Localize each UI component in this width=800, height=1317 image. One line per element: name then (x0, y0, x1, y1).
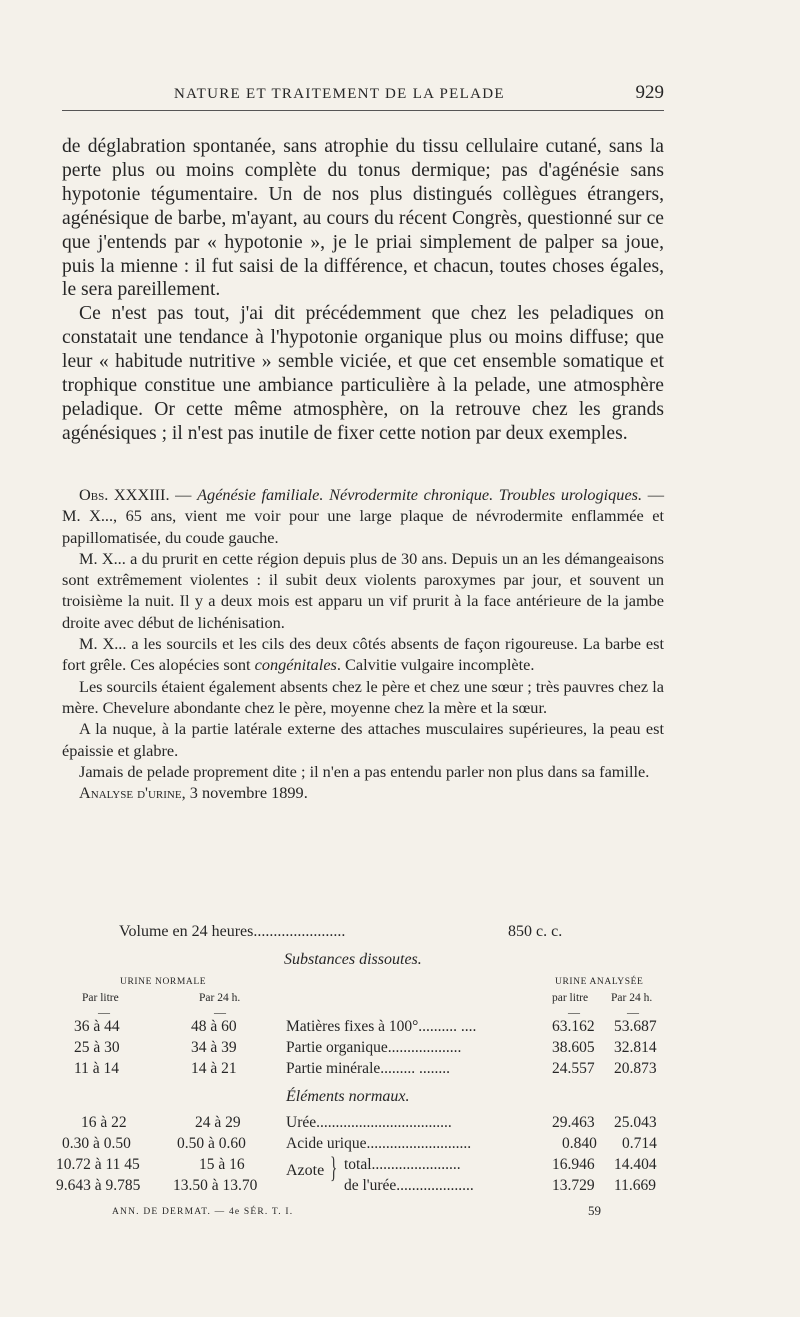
journal-footer: ANN. DE DERMAT. — 4e SÉR. T. I. (112, 1207, 294, 1217)
analyzed-per-litre: 63.162 (552, 1018, 595, 1035)
analyzed-per-litre: 0.840 (562, 1135, 597, 1152)
col-per-litre-analyzed: par litre (552, 992, 589, 1004)
analyzed-per-24h: 53.687 (614, 1018, 657, 1035)
analyzed-urine-header: URINE ANALYSÉE (555, 977, 644, 987)
normal-per-24h: 0.50 à 0.60 (177, 1135, 246, 1152)
substance-label: de l'urée.................... (344, 1177, 474, 1194)
normal-per-24h: 34 à 39 (191, 1039, 237, 1056)
azote-label: Azote (286, 1162, 325, 1179)
running-title: NATURE ET TRAITEMENT DE LA PELADE (174, 86, 505, 102)
normal-per-litre: 11 à 14 (74, 1060, 120, 1077)
normal-per-litre: 10.72 à 11 45 (56, 1156, 140, 1173)
observation-title: Agénésie familiale. Névrodermite chronique. Troubles urologiques. (197, 485, 643, 504)
substance-label: Partie minérale......... ........ (286, 1060, 450, 1077)
normal-per-24h: 14 à 21 (191, 1060, 237, 1077)
normal-per-litre: 0.30 à 0.50 (62, 1135, 131, 1152)
volume-value: 850 c. c. (508, 923, 563, 940)
observation-label: Obs. XXXIII. (79, 485, 170, 504)
normal-per-litre: 36 à 44 (74, 1018, 120, 1035)
col-dash: — (98, 1005, 110, 1019)
normal-per-litre: 9.643 à 9.785 (56, 1177, 141, 1194)
col-dash: — (568, 1005, 580, 1019)
analyzed-per-24h: 11.669 (614, 1177, 657, 1194)
analysis-label: Analyse d'urine (79, 783, 182, 803)
col-dash: — (214, 1005, 226, 1019)
page-number: 929 (635, 82, 664, 103)
volume-label: Volume en 24 heures....................... (119, 923, 346, 940)
substance-label: Matières fixes à 100°.......... .... (286, 1018, 477, 1035)
observation-dash: — (169, 485, 198, 504)
observation-intro: — M. X..., 65 ans, vient me voir pour une large plaque de névrodermite enflammée et papillomatisée, du coude gauche. (62, 485, 664, 547)
observation-paragraph: A la nuque, à la partie latérale externe des attaches musculaires supérieures, la peau est épaissie et glabre. (62, 719, 664, 760)
col-per-24h-analyzed: Par 24 h. (611, 992, 653, 1004)
col-per-litre: Par litre (82, 992, 119, 1004)
analyzed-per-24h: 14.404 (614, 1156, 657, 1173)
normal-per-litre: 16 à 22 (81, 1114, 127, 1131)
running-header (62, 80, 664, 111)
observation-paragraph: Les sourcils étaient également absents chez le père et chez une sœur ; très pauvres chez la mère. Chevelure abondante chez le père, moyenne chez la mère et la sœur. (62, 676, 664, 717)
analyzed-per-litre: 29.463 (552, 1114, 595, 1131)
observation-paragraph: Jamais de pelade proprement dite ; il n'en a pas entendu parler non plus dans sa famille. (79, 761, 650, 781)
analyzed-per-24h: 20.873 (614, 1060, 657, 1077)
normal-per-24h: 48 à 60 (191, 1018, 237, 1035)
substance-label: Acide urique........................... (286, 1135, 472, 1152)
substance-label: Urée................................... (286, 1114, 452, 1131)
analysis-date: , 3 novembre 1899. (181, 783, 308, 803)
observation-text: M. X... a les sourcils et les cils des deux côtés absents de façon rigoureuse. La barbe est fort grêle. Ces alopécies sont (62, 634, 664, 675)
analyzed-per-litre: 13.729 (552, 1177, 595, 1194)
col-dash: — (627, 1005, 639, 1019)
normal-per-24h: 13.50 à 13.70 (173, 1177, 258, 1194)
analyzed-per-24h: 32.814 (614, 1039, 657, 1056)
analyzed-per-litre: 38.605 (552, 1039, 595, 1056)
observation-paragraph: M. X... a du prurit en cette région depuis plus de 30 ans. Depuis un an les démangeaisons sont extrêmement violentes : il subit deux violents paroxymes par jour, et souvent un troisième la nuit. Il y a deux mois est apparu un vif prurit à la face antérieure de la jambe droite avec début de lichénisation. (62, 548, 664, 632)
observation-italic: congénitales (254, 655, 337, 675)
brace-glyph: } (330, 1151, 338, 1184)
analyzed-per-litre: 16.946 (552, 1156, 595, 1173)
normal-urine-header: URINE NORMALE (120, 977, 207, 987)
section-title-dissolved: Substances dissoutes. (284, 951, 422, 968)
observation-text: . Calvitie vulgaire incomplète. (336, 655, 535, 675)
body-text (62, 135, 664, 446)
observation-paragraph (62, 633, 664, 676)
observation-block (62, 484, 664, 803)
analyzed-per-24h: 0.714 (622, 1135, 657, 1152)
normal-per-litre: 25 à 30 (74, 1039, 120, 1056)
col-per-24h: Par 24 h. (199, 992, 241, 1004)
observation-heading (62, 484, 664, 548)
analysis-heading (62, 782, 664, 803)
paragraph-1: de déglabration spontanée, sans atrophie du tissu cellulaire cutané, sans la perte plus ou moins complète du tonus dermique; pas d'agénésie sans hypotonie tégumentaire. Un de nos plus distingués collègues étrangers, agénésique de barbe, m'ayant, au cours du récent Congrès, questionné sur ce que j'entends par « hypotonie », je le priai simplement de palper sa joue, puis la mienne : il fut saisi de la différence, et chacun, toutes choses égales, le sera pareillement. (62, 136, 664, 301)
substance-label: Partie organique................... (286, 1039, 462, 1056)
section-title-normal-elements: Éléments normaux. (286, 1088, 410, 1105)
analyzed-per-litre: 24.557 (552, 1060, 595, 1077)
substance-label: total....................... (344, 1156, 461, 1173)
normal-per-24h: 15 à 16 (199, 1156, 245, 1173)
analyzed-per-24h: 25.043 (614, 1114, 657, 1131)
paragraph-2: Ce n'est pas tout, j'ai dit précédemment que chez les peladiques on constatait une tendance à l'hypotonie organique plus ou moins diffuse; que leur « habitude nutritive » semble viciée, et que cet ensemble somatique et trophique constitue une ambiance particulière à la pelade, une atmosphère peladique. Or cette même atmosphère, on la retrouve chez les grands agénésiques ; il n'est pas inutile de fixer cette notion par deux exemples. (62, 303, 664, 444)
normal-per-24h: 24 à 29 (195, 1114, 241, 1131)
signature-mark: 59 (588, 1203, 601, 1218)
